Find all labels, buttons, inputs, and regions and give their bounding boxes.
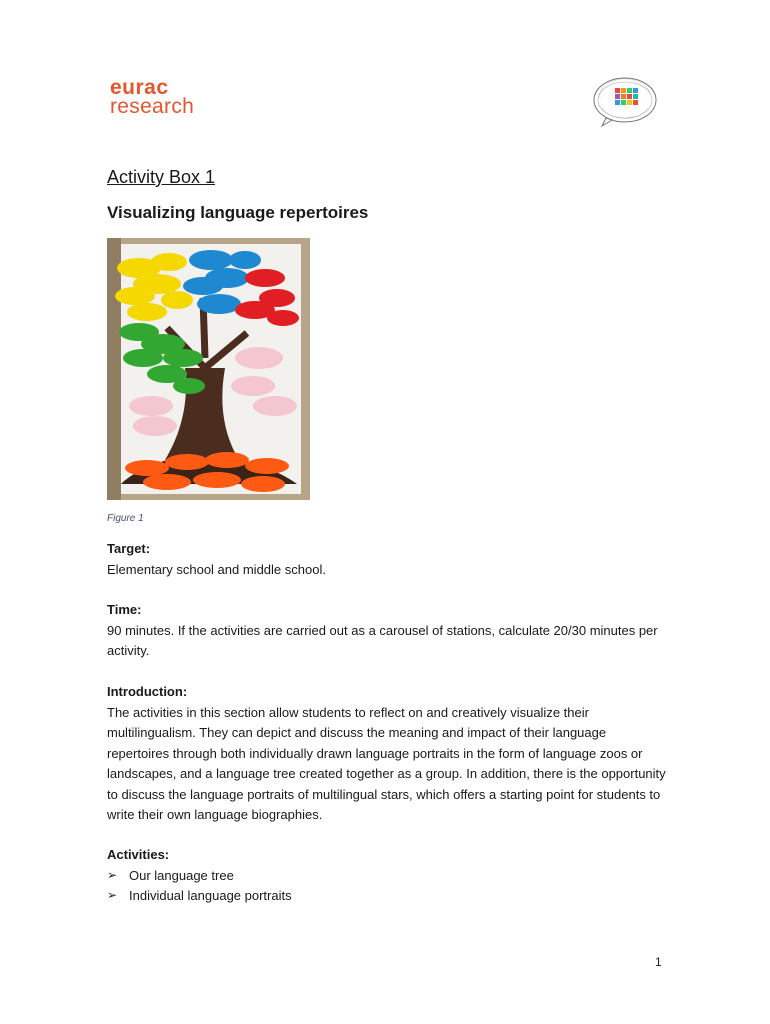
project-seal-logo (590, 74, 660, 128)
activities-label: Activities: (107, 847, 170, 862)
activity-label: Our language tree (129, 868, 234, 883)
arrow-bullet-icon: ➢ (107, 887, 118, 902)
time-text: 90 minutes. If the activities are carried out as a carousel of stations, calculate 20/30 minutes per activity. (107, 622, 658, 658)
time-label: Time: (107, 602, 142, 617)
target-section (107, 539, 667, 580)
logo-line-2: research (110, 95, 195, 118)
activity-box-title: Activity Box 1 (107, 167, 216, 187)
eurac-research-logo (110, 78, 194, 116)
logo-line-1: eurac (110, 76, 169, 99)
list-item (107, 886, 292, 906)
page-number: 1 (655, 955, 662, 969)
arrow-bullet-icon: ➢ (107, 868, 118, 882)
target-text: Elementary school and middle school. (107, 561, 326, 577)
introduction-label: Introduction: (107, 684, 188, 699)
target-label: Target: (107, 541, 151, 556)
language-tree-photo (107, 238, 310, 500)
introduction-section (107, 682, 667, 826)
seal-grid (615, 88, 638, 105)
list-item (107, 866, 292, 886)
activities-section (107, 845, 667, 866)
figure-caption: Figure 1 (107, 513, 144, 524)
activities-list (107, 866, 292, 905)
time-section (107, 600, 667, 662)
activity-subtitle: Visualizing language repertoires (107, 203, 369, 222)
activity-label: Individual language portraits (129, 887, 292, 903)
introduction-text: The activities in this section allow students to reflect on and creatively visualize their multilingualism. They can depict and discuss the meaning and impact of their language repertoires through both individually drawn language portraits in the form of language zoos or landscapes, and a language tree created together as a group. In addition, there is the opportunity to discuss the language portraits of multilingual stars, which offers a starting point for students to write their own language biographies. (107, 704, 666, 822)
